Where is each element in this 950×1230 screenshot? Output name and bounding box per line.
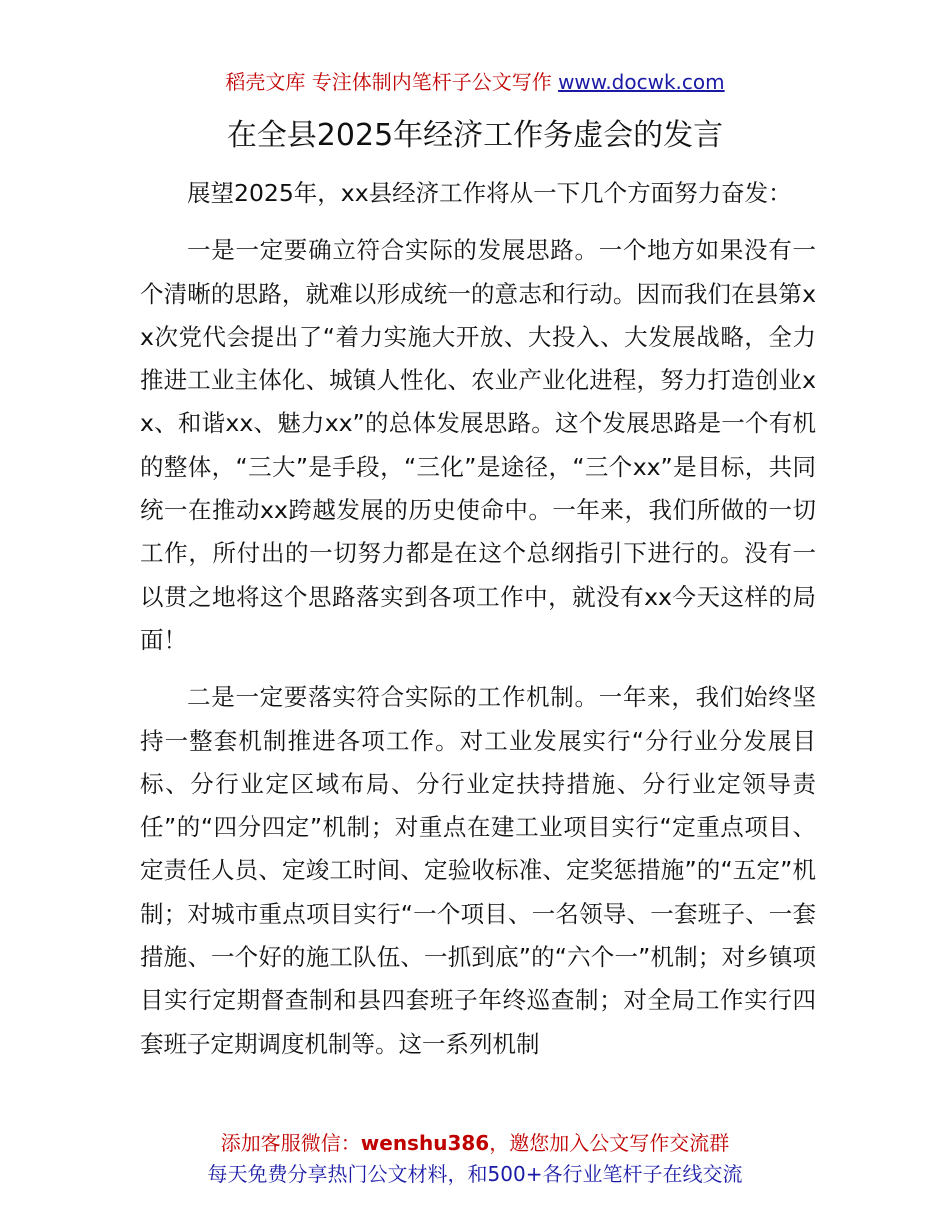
- footer-promo-line: 每天免费分享热门公文材料，和500+各行业笔杆子在线交流: [207, 1162, 743, 1186]
- footer-contact-prefix: 添加客服微信：: [220, 1131, 361, 1155]
- document-body: [140, 172, 816, 1080]
- brand-slogan: 稻壳文库 专注体制内笔杆子公文写作: [225, 70, 552, 94]
- document-footer: [0, 1128, 950, 1190]
- document-header: [0, 66, 950, 98]
- footer-contact-suffix: ，邀您加入公文写作交流群: [489, 1131, 730, 1155]
- wechat-id: wenshu386: [360, 1131, 490, 1155]
- paragraph-two: 二是一定要落实符合实际的工作机制。一年来，我们始终坚持一整套机制推进各项工作。对工业发展实行“分行业分发展目标、分行业定区域布局、分行业定扶持措施、分行业定领导责任”的“四分四定”机制；对重点在建工业项目实行“定重点项目、定责任人员、定竣工时间、定验收标准、定奖惩措施”的“五定”机制；对城市重点项目实行“一个项目、一名领导、一套班子、一套措施、一个好的施工队伍、一抓到底”的“六个一”机制；对乡镇项目实行定期督查制和县四套班子年终巡查制；对全局工作实行四套班子定期调度机制等。这一系列机制: [140, 683, 816, 1058]
- paragraph-intro: 展望2025年，xx县经济工作将从一下几个方面努力奋发：: [187, 179, 792, 207]
- website-link[interactable]: www.docwk.com: [558, 70, 725, 94]
- document-title: 在全县2025年经济工作务虚会的发言: [226, 118, 724, 153]
- footer-contact-line: [0, 1128, 950, 1159]
- paragraph-one: 一是一定要确立符合实际的发展思路。一个地方如果没有一个清晰的思路，就难以形成统一的意志和行动。因而我们在县第xx次党代会提出了“着力实施大开放、大投入、大发展战略，全力推进工业主体化、城镇人性化、农业产业化进程，努力打造创业xx、和谐xx、魅力xx”的总体发展思路。这个发展思路是一个有机的整体，“三大”是手段，“三化”是途径，“三个xx”是目标，共同统一在推动xx跨越发展的历史使命中。一年来，我们所做的一切工作，所付出的一切努力都是在这个总纲指引下进行的。没有一以贯之地将这个思路落实到各项工作中，就没有xx今天这样的局面！: [140, 236, 816, 654]
